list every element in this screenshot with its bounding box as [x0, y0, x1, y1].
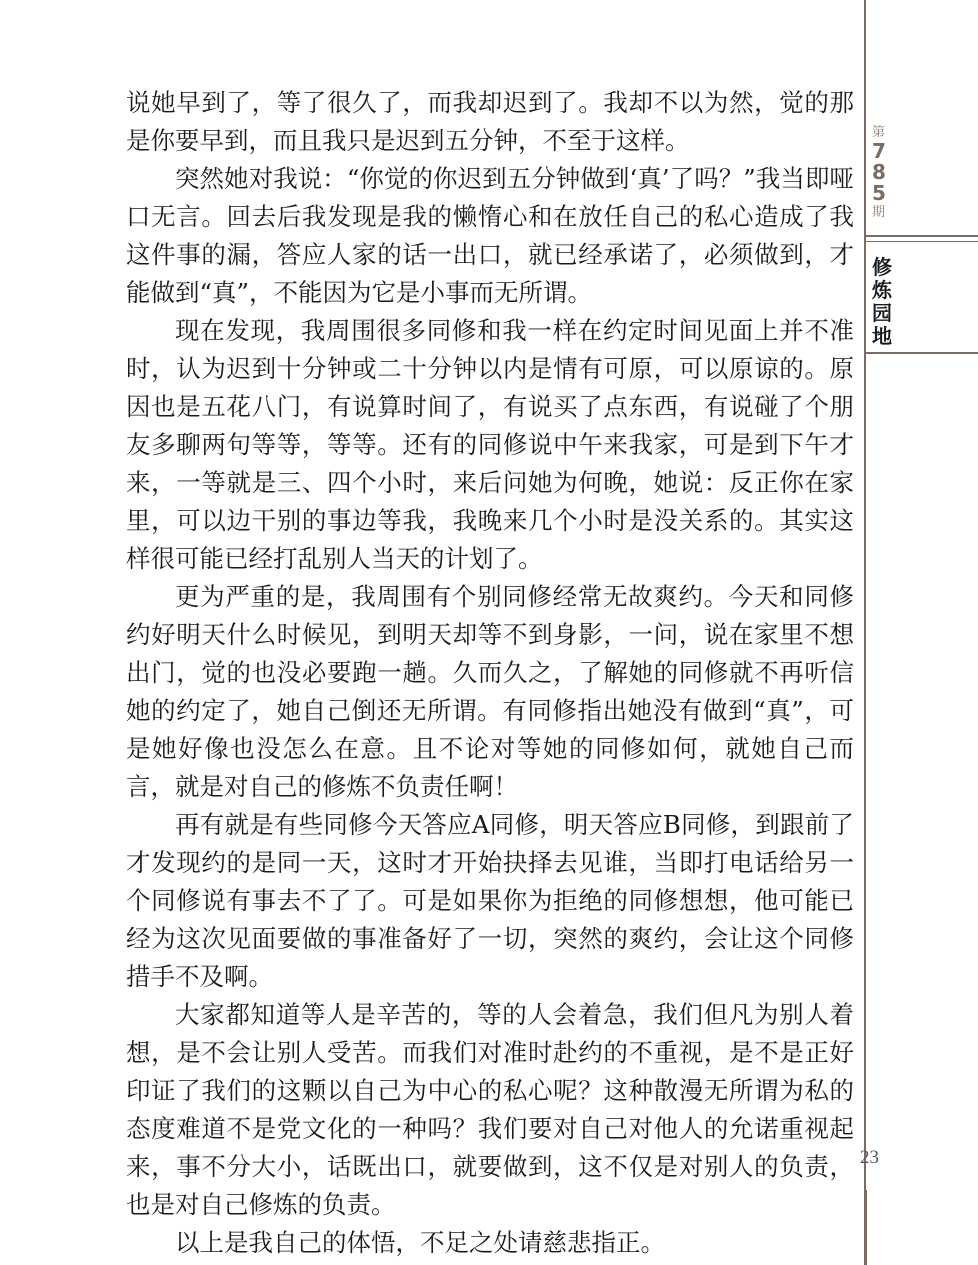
section-title-char: 园 [872, 301, 892, 325]
sidebar-bottom-rule [866, 1190, 867, 1265]
sidebar-divider [866, 352, 978, 354]
paragraph: 更为严重的是，我周围有个别同修经常无故爽约。今天和同修约好明天什么时候见，到明天却等不到身影，一问，说在家里不想出门，觉的也没必要跑一趟。久而久之，了解她的同修就不再听信她的约定了，她自己倒还无所谓。有同修指出她没有做到“真”，可是她好像也没怎么在意。且不论对等她的同修如何，就她自己而言，就是对自己的修炼不负责任啊！ [126, 582, 854, 801]
section-title-char: 地 [872, 324, 892, 348]
section-title-char: 修 [872, 255, 892, 279]
paragraph: 以上是我自己的体悟，不足之处请慈悲指正。 [175, 1228, 665, 1257]
issue-prefix: 第 [872, 125, 886, 140]
sidebar-divider [866, 241, 978, 242]
issue-number: 785 [872, 139, 886, 205]
paragraph: 再有就是有些同修今天答应A同修，明天答应B同修，到跟前了才发现约的是同一天，这时才开始抉择去见谁，当即打电话给另一个同修说有事去不了了。可是如果你为拒绝的同修想想，他可能已经为这次见面要做的事准备好了一切，突然的爽约，会让这个同修措手不及啊。 [126, 810, 854, 991]
sidebar-vertical-rule [864, 0, 866, 1265]
paragraph: 说她早到了，等了很久了，而我却迟到了。我却不以为然，觉的那是你要早到，而且我只是迟到五分钟，不至于这样。 [126, 88, 854, 155]
sidebar-divider [866, 235, 978, 237]
paragraph: 大家都知道等人是辛苦的，等的人会着急，我们但凡为别人着想，是不会让别人受苦。而我们对准时赴约的不重视，是不是正好印证了我们的这颗以自己为中心的私心呢？这种散漫无所谓为私的态度难道不是党文化的一种吗？我们要对自己对他人的允诺重视起来，事不分大小，话既出口，就要做到，这不仅是对别人的负责，也是对自己修炼的负责。 [126, 1000, 854, 1219]
issue-suffix: 期 [872, 205, 886, 220]
paragraph: 现在发现，我周围很多同修和我一样在约定时间见面上并不准时，认为迟到十分钟或二十分钟以内是情有可原，可以原谅的。原因也是五花八门，有说算时间了，有说买了点东西，有说碰了个朋友多聊两句等等，等等。还有的同修说中午来我家，可是到下午才来，一等就是三、四个小时，来后问她为何晚，她说：反正你在家里，可以边干别的事边等我，我晚来几个小时是没关系的。其实这样很可能已经打乱别人当天的计划了。 [126, 316, 854, 573]
page-number: 23 [860, 1147, 879, 1168]
paragraph: 突然她对我说：“你觉的你迟到五分钟做到‘真’了吗？”我当即哑口无言。回去后我发现是我的懒惰心和在放任自己的私心造成了我这件事的漏，答应人家的话一出口，就已经承诺了，必须做到，才能做到“真”，不能因为它是小事而无所谓。 [126, 164, 854, 307]
section-title-char: 炼 [872, 278, 892, 302]
article-body [126, 84, 854, 1262]
section-title [872, 256, 894, 348]
